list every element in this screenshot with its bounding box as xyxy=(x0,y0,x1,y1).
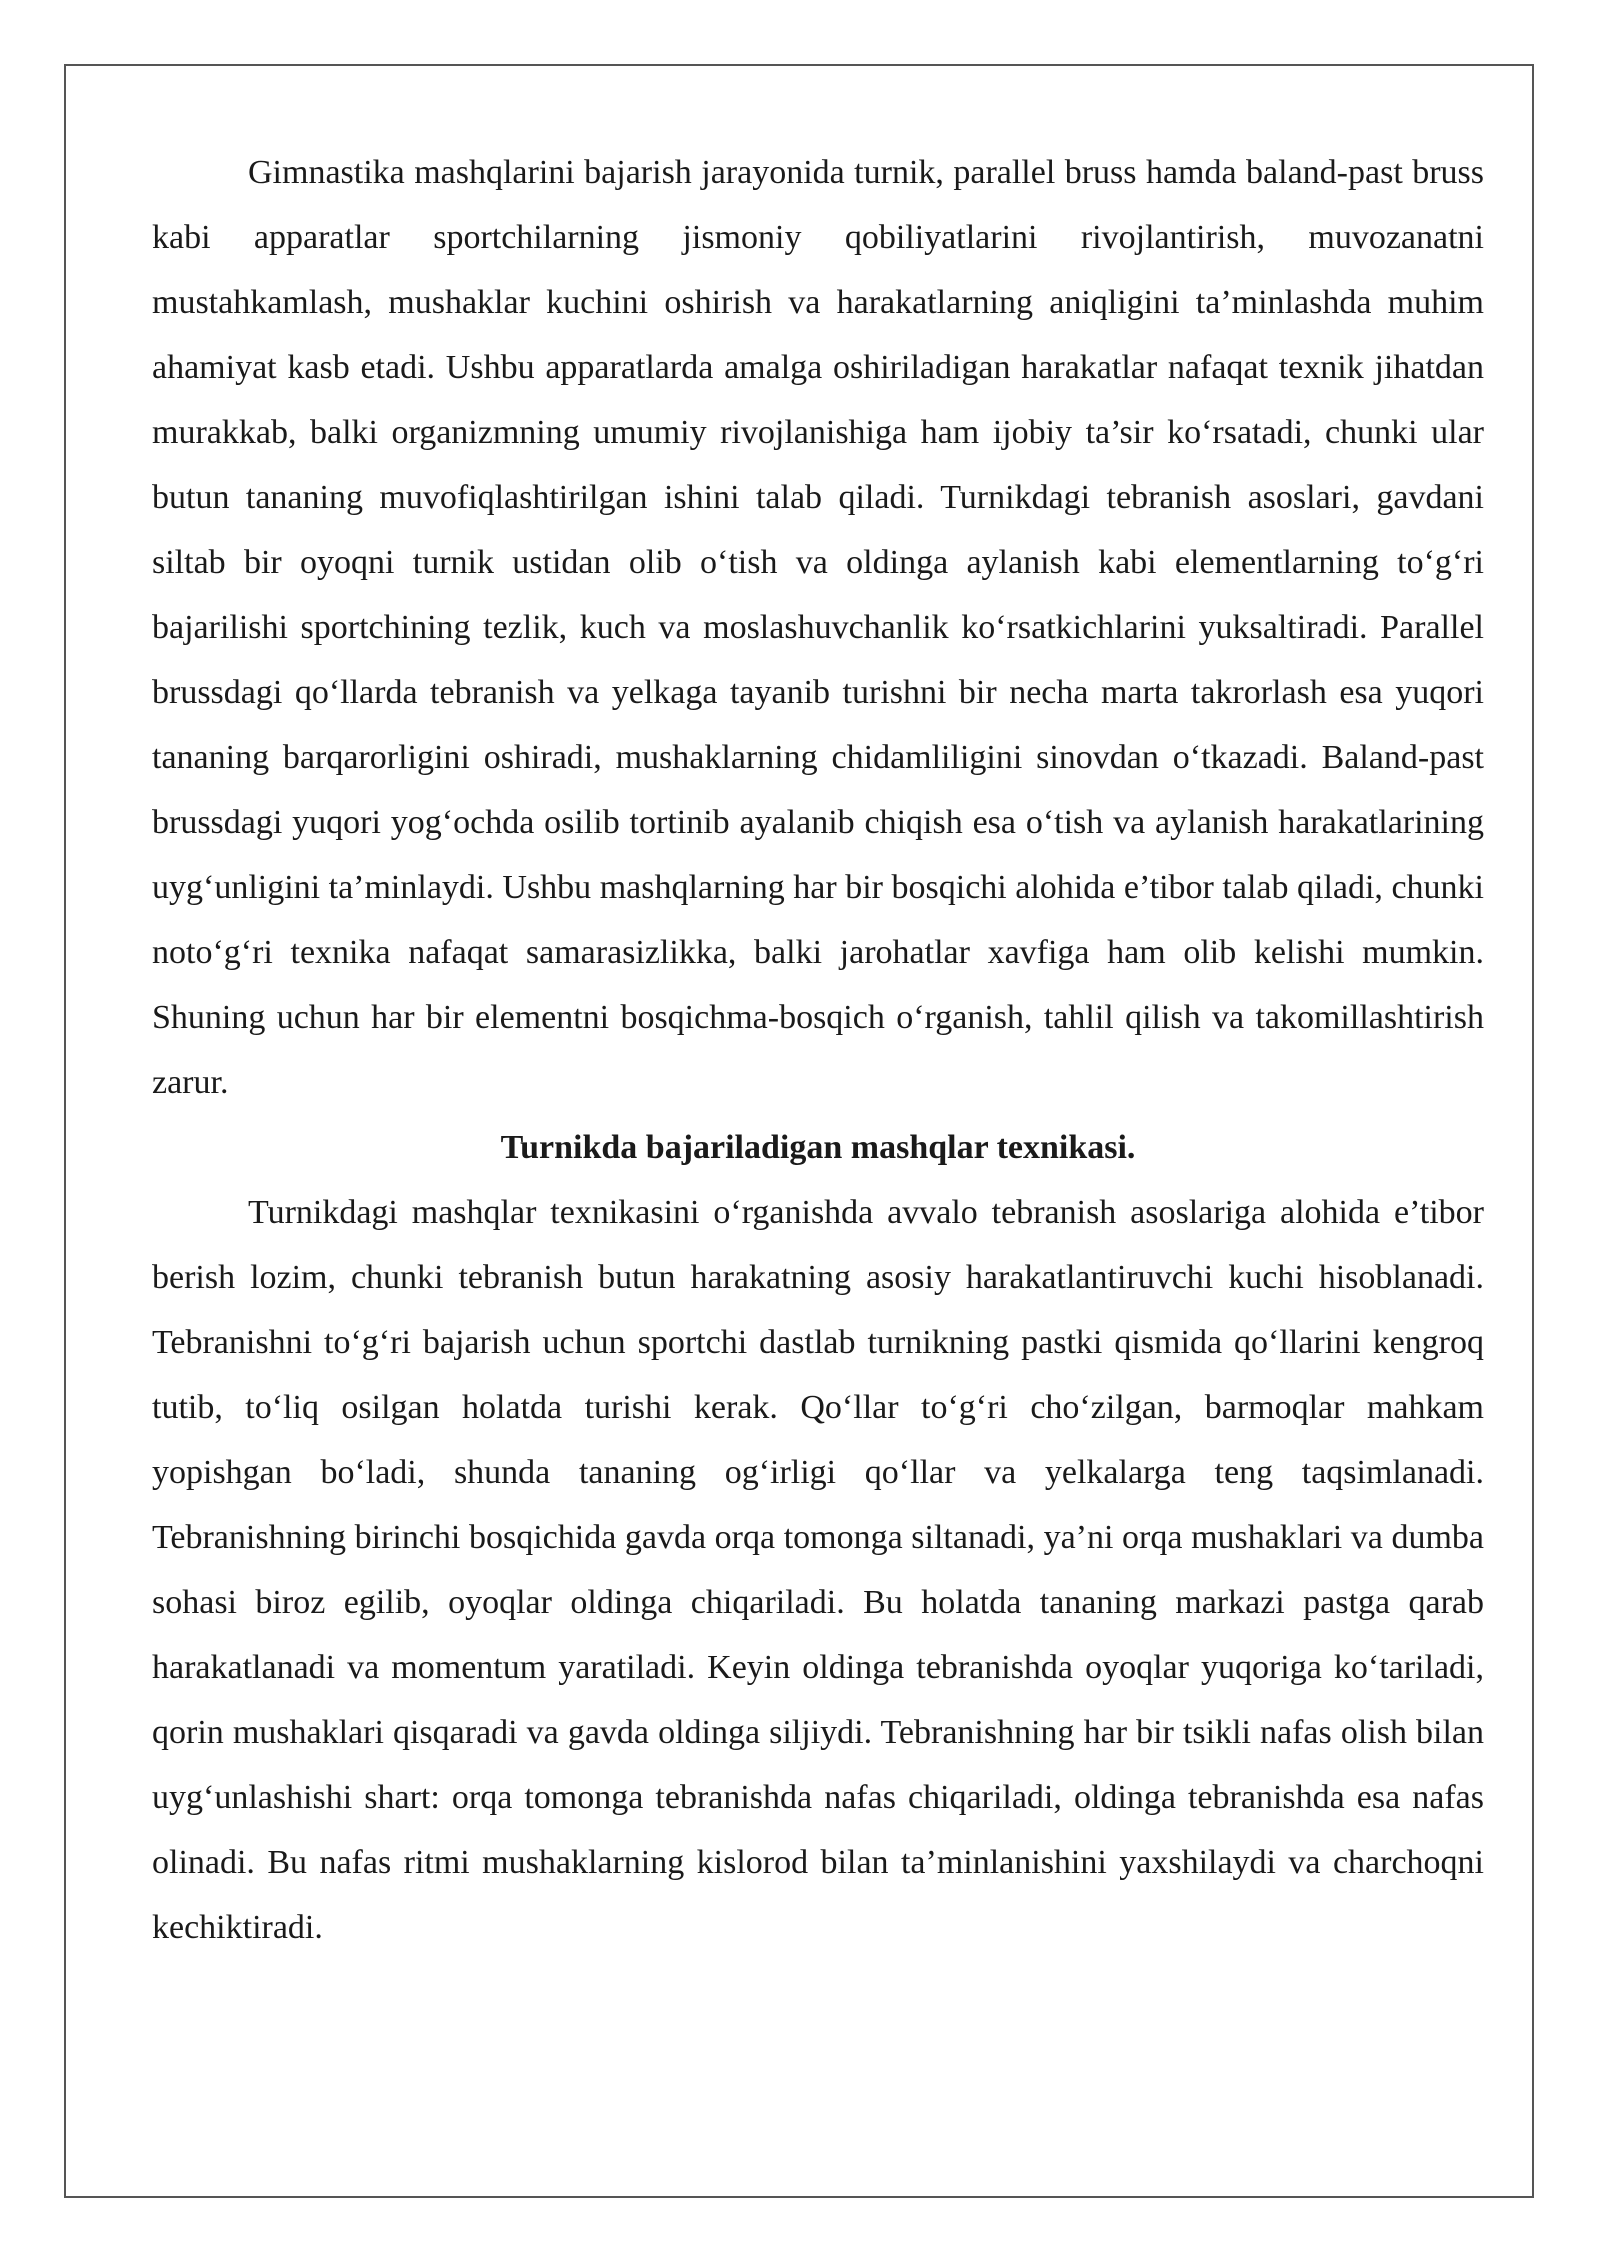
paragraph-intro: Gimnastika mashqlarini bajarish jarayonida turnik, parallel bruss hamda baland-past bruss kabi apparatlar sportchilarning jismoniy qobiliyatlarini rivojlantirish, muvozanatni mustahkamlash, mushaklar kuchini oshirish va harakatlarning aniqligini ta’minlashda muhim ahamiyat kasb etadi. Ushbu apparatlarda amalga oshiriladigan harakatlar nafaqat texnik jihatdan murakkab, balki organizmning umumiy rivojlanishiga ham ijobiy ta’sir ko‘rsatadi, chunki ular butun tananing muvofiqlashtirilgan ishini talab qiladi. Turnikdagi tebranish asoslari, gavdani siltab bir oyoqni turnik ustidan olib o‘tish va oldinga aylanish kabi elementlarning to‘g‘ri bajarilishi sportchining tezlik, kuch va moslashuvchanlik ko‘rsatkichlarini yuksaltiradi. Parallel brussdagi qo‘llarda tebranish va yelkaga tayanib turishni bir necha marta takrorlash esa yuqori tananing barqarorligini oshiradi, mushaklarning chidamliligini sinovdan o‘tkazadi. Baland-past brussdagi yuqori yog‘ochda osilib tortinib ayalanib chiqish esa o‘tish va aylanish harakatlarining uyg‘unligini ta’minlaydi. Ushbu mashqlarning har bir bosqichi alohida e’tibor talab qiladi, chunki noto‘g‘ri texnika nafaqat samarasizlikka, balki jarohatlar xavfiga ham olib kelishi mumkin. Shuning uchun har bir elementni bosqichma-bosqich o‘rganish, tahlil qilish va takomillashtirish zarur. xyxy=(152,154,1484,1101)
paragraph-technique: Turnikdagi mashqlar texnikasini o‘rganishda avvalo tebranish asoslariga alohida e’tibor berish lozim, chunki tebranish butun harakatning asosiy harakatlantiruvchi kuchi hisoblanadi. Tebranishni to‘g‘ri bajarish uchun sportchi dastlab turnikning pastki qismida qo‘llarini kengroq tutib, to‘liq osilgan holatda turishi kerak. Qo‘llar to‘g‘ri cho‘zilgan, barmoqlar mahkam yopishgan bo‘ladi, shunda tananing og‘irligi qo‘llar va yelkalarga teng taqsimlanadi. Tebranishning birinchi bosqichida gavda orqa tomonga siltanadi, ya’ni orqa mushaklari va dumba sohasi biroz egilib, oyoqlar oldinga chiqariladi. Bu holatda tananing markazi pastga qarab harakatlanadi va momentum yaratiladi. Keyin oldinga tebranishda oyoqlar yuqoriga ko‘tariladi, qorin mushaklari qisqaradi va gavda oldinga siljiydi. Tebranishning har bir tsikli nafas olish bilan uyg‘unlashishi shart: orqa tomonga tebranishda nafas chiqariladi, oldinga tebranishda esa nafas olinadi. Bu nafas ritmi mushaklarning kislorod bilan ta’minlanishini yaxshilaydi va charchoqni kechiktiradi. xyxy=(152,1194,1484,1946)
document-body xyxy=(152,140,1484,1960)
section-heading: Turnikda bajariladigan mashqlar texnikasi. xyxy=(500,1129,1136,1166)
